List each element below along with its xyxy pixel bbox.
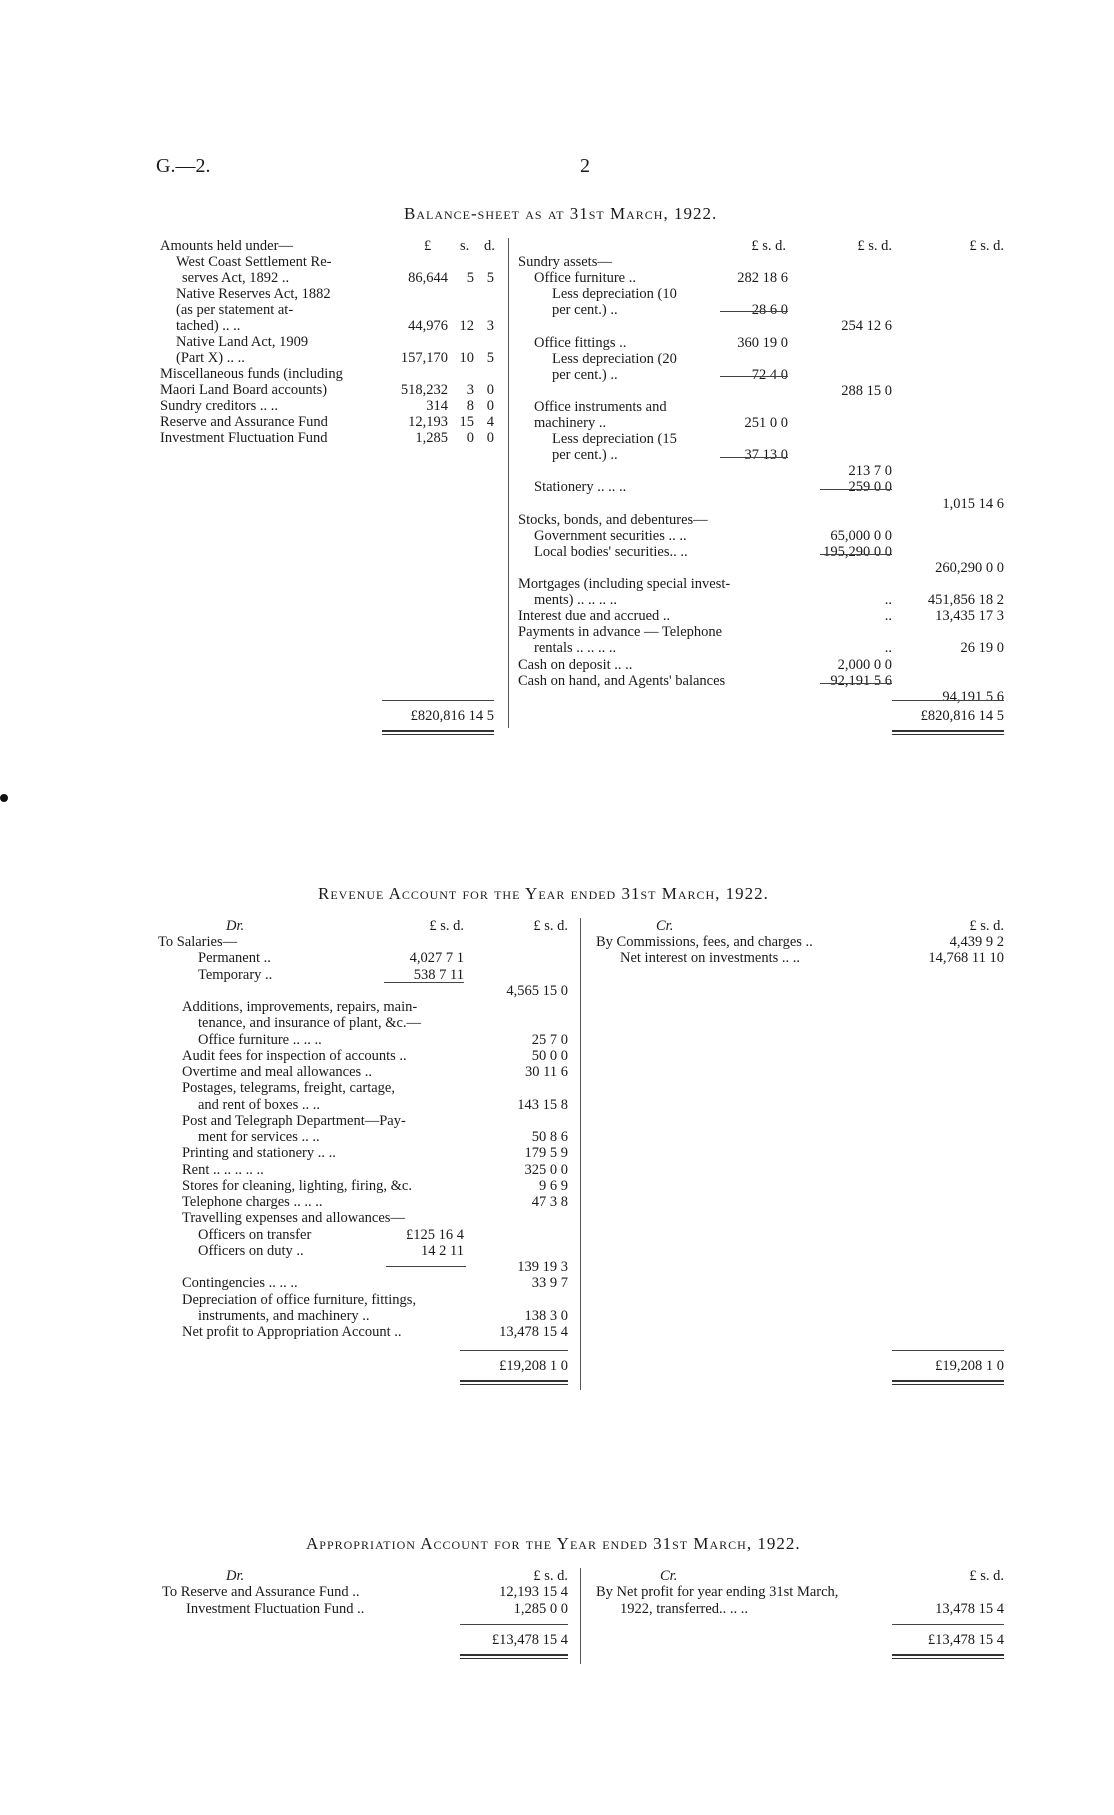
asset-amount-col2: .. [884, 592, 892, 609]
rule [384, 982, 464, 983]
liab-amount-shillings: 15 [459, 414, 474, 430]
liab-amount-pounds: 314 [426, 398, 448, 414]
liab-row-label: Investment Fluctuation Fund [160, 430, 328, 446]
asset-line-label: Less depreciation (15 [552, 431, 677, 448]
rev-dr-line-label: Temporary .. [198, 966, 273, 983]
rev-dr-amount-col2: 179 5 9 [524, 1145, 568, 1162]
column-divider [580, 1568, 581, 1664]
liab-amount-shillings: 12 [459, 318, 474, 334]
asset-line-label: Sundry assets— [518, 254, 612, 270]
rev-dr-amount-col2: 139 19 3 [517, 1259, 568, 1275]
rev-dr-amount-col2: 4,565 15 0 [506, 982, 568, 999]
rule [720, 376, 788, 377]
rev-dr-amount-col1: £125 16 4 [406, 1226, 464, 1243]
revenue-account-title: Revenue Account for the Year ended 31st March, 1922. [318, 884, 769, 903]
rule [820, 554, 892, 555]
asset-amount-col2: 254 12 6 [841, 318, 892, 335]
double-rule [892, 1654, 1004, 1659]
rev-dr-line-label: Stores for cleaning, lighting, firing, &c. [182, 1177, 412, 1194]
rev-dr-line-label: and rent of boxes .. .. [198, 1096, 321, 1113]
rev-dr-amount-col2: 33 9 7 [531, 1275, 568, 1292]
asset-amount-col2: .. [884, 608, 892, 625]
rev-dr-line-label: To Salaries— [158, 934, 238, 950]
rule [820, 683, 892, 684]
liab-row-label: (as per statement at- [176, 302, 294, 318]
rev-dr-col2-head: £ s. d. [533, 918, 568, 934]
app-cr-total: £13,478 15 4 [927, 1632, 1004, 1648]
asset-col3-head: £ s. d. [969, 238, 1004, 254]
liab-row-label: Maori Land Board accounts) [160, 382, 328, 398]
rev-cr-amount: 14,768 11 10 [928, 950, 1004, 967]
dr-label: Dr. [226, 1568, 245, 1584]
asset-amount-col3: 1,015 14 6 [942, 495, 1004, 512]
asset-amount-col3: 260,290 0 0 [935, 559, 1004, 576]
asset-amount-col2: 259 0 0 [848, 479, 892, 496]
rule [820, 489, 892, 490]
asset-line-label: Interest due and accrued .. [518, 608, 671, 625]
liab-amount-pence: 0 [486, 382, 494, 398]
asset-amount-col3: 451,856 18 2 [927, 592, 1004, 609]
liab-amount-pence: 0 [486, 398, 494, 414]
liab-row-label: tached) .. .. [176, 318, 241, 334]
asset-amount-col1: 282 18 6 [737, 270, 788, 287]
asset-amount-col2: 213 7 0 [848, 463, 892, 480]
asset-line-label: per cent.) .. [552, 302, 618, 319]
liab-amount-pounds: 157,170 [400, 350, 448, 366]
app-dr-col-head: £ s. d. [533, 1568, 568, 1584]
rev-dr-line-label: Officers on transfer [198, 1226, 312, 1243]
asset-amount-col1: 360 19 0 [737, 334, 788, 351]
rule [382, 700, 494, 701]
app-cr-amount: 13,478 15 4 [935, 1600, 1004, 1617]
liab-amount-pence: 5 [486, 350, 494, 366]
asset-total: £820,816 14 5 [920, 708, 1004, 724]
rev-dr-line-label: Net profit to Appropriation Account .. [182, 1324, 402, 1340]
page-number: 2 [580, 155, 590, 177]
asset-amount-col1: 28 6 0 [751, 302, 788, 319]
liab-row-label: Miscellaneous funds (including [160, 366, 343, 382]
liab-row-label: Native Reserves Act, 1882 [176, 286, 331, 302]
rev-cr-total: £19,208 1 0 [935, 1358, 1004, 1374]
asset-amount-col1: 72 4 0 [751, 366, 788, 383]
column-divider [508, 238, 509, 728]
asset-col1-head: £ s. d. [751, 238, 786, 254]
rev-dr-line-label: Contingencies .. .. .. [182, 1275, 298, 1292]
liab-amount-pence: 5 [486, 270, 494, 286]
asset-amount-col2: 65,000 0 0 [830, 527, 892, 544]
asset-line-label: Cash on deposit .. .. [518, 656, 633, 673]
rev-dr-amount-col2: 138 3 0 [524, 1307, 568, 1324]
liab-row-label: West Coast Settlement Re- [176, 254, 332, 270]
liab-row-label: (Part X) .. .. [176, 350, 245, 366]
rule [892, 1624, 1004, 1625]
rev-dr-line-label: Post and Telegraph Department—Pay- [182, 1112, 406, 1129]
rev-dr-amount-col2: 143 15 8 [517, 1096, 568, 1113]
double-rule [382, 730, 494, 735]
liab-amount-shillings: 5 [466, 270, 474, 286]
asset-amount-col1: 251 0 0 [744, 415, 788, 431]
asset-amount-col2: 92,191 5 6 [830, 672, 892, 689]
asset-line-label: Office instruments and [534, 398, 667, 415]
rule [892, 1350, 1004, 1351]
rev-dr-line-label: Overtime and meal allowances .. [182, 1064, 373, 1080]
rev-dr-amount-col1: 538 7 11 [413, 966, 464, 983]
rev-dr-line-label: Travelling expenses and allowances— [182, 1210, 405, 1227]
rev-dr-amount-col2: 47 3 8 [531, 1194, 568, 1210]
cr-label: Cr. [656, 918, 674, 934]
asset-line-label: Stationery .. .. .. [534, 479, 627, 496]
liab-amount-pounds: 518,232 [400, 382, 448, 398]
asset-line-label: Stocks, bonds, and debentures— [518, 511, 708, 528]
liab-row-label: serves Act, 1892 .. [182, 270, 290, 286]
liab-col-pound: £ [424, 238, 432, 254]
rev-dr-amount-col2: 50 8 6 [531, 1129, 568, 1145]
rev-dr-line-label: Audit fees for inspection of accounts .. [182, 1047, 407, 1064]
rev-dr-col1-head: £ s. d. [429, 918, 464, 934]
app-dr-line-label: Investment Fluctuation Fund .. [186, 1600, 365, 1617]
asset-line-label: Government securities .. .. [534, 527, 687, 544]
liab-amount-pence: 4 [486, 414, 494, 430]
document-reference: G.—2. [156, 155, 211, 177]
liab-amount-shillings: 8 [466, 398, 474, 414]
liab-row-label: Reserve and Assurance Fund [160, 414, 328, 430]
liab-amount-pounds: 44,976 [408, 318, 448, 334]
app-cr-line-label: By Net profit for year ending 31st March, [596, 1584, 839, 1600]
rev-cr-line-label: By Commissions, fees, and charges .. [596, 934, 813, 950]
rev-dr-line-label: Additions, improvements, repairs, main- [182, 999, 418, 1015]
app-dr-total: £13,478 15 4 [491, 1632, 568, 1648]
asset-line-label: per cent.) .. [552, 447, 618, 464]
rule [460, 1624, 568, 1625]
asset-line-label: Less depreciation (20 [552, 350, 677, 367]
app-dr-amount: 1,285 0 0 [513, 1600, 568, 1617]
rev-cr-col-head: £ s. d. [969, 918, 1004, 934]
asset-line-label: ments) .. .. .. .. [534, 592, 617, 609]
liab-amount-pounds: 12,193 [408, 414, 448, 430]
double-rule [892, 1380, 1004, 1385]
rule [892, 700, 1004, 701]
asset-line-label: Local bodies' securities.. .. [534, 543, 688, 560]
asset-amount-col2: .. [884, 640, 892, 657]
liab-amount-pounds: 86,644 [408, 270, 448, 286]
rev-dr-line-label: ment for services .. .. [198, 1129, 320, 1145]
liab-intro: Amounts held under— [160, 238, 293, 254]
rev-dr-line-label: Depreciation of office furniture, fittings, [182, 1291, 417, 1308]
asset-amount-col3: 26 19 0 [960, 640, 1004, 657]
rev-cr-amount: 4,439 9 2 [949, 934, 1004, 950]
liab-amount-shillings: 10 [459, 350, 474, 366]
liab-row-label: Native Land Act, 1909 [176, 334, 309, 350]
rev-dr-amount-col2: 325 0 0 [524, 1161, 568, 1178]
rev-dr-line-label: Rent .. .. .. .. .. [182, 1161, 264, 1178]
app-cr-col-head: £ s. d. [969, 1568, 1004, 1584]
rev-dr-amount-col1: 14 2 11 [421, 1242, 464, 1259]
asset-line-label: Payments in advance — Telephone [518, 624, 723, 641]
asset-line-label: per cent.) .. [552, 366, 618, 383]
column-divider [580, 918, 581, 1390]
double-rule [460, 1380, 568, 1385]
rev-dr-total: £19,208 1 0 [499, 1358, 568, 1374]
app-dr-line-label: To Reserve and Assurance Fund .. [162, 1584, 360, 1600]
dr-label: Dr. [226, 918, 245, 934]
app-dr-amount: 12,193 15 4 [499, 1584, 568, 1600]
liab-amount-pence: 0 [486, 430, 494, 446]
liab-col-shilling: s. [460, 238, 470, 254]
app-cr-line-label: 1922, transferred.. .. .. [620, 1600, 749, 1617]
asset-amount-col2: 288 15 0 [841, 382, 892, 399]
appropriation-account-title: Appropriation Account for the Year ended 31st March, 1922. [306, 1534, 801, 1553]
balance-sheet-title: Balance-sheet as at 31st March, 1922. [404, 204, 718, 223]
liab-amount-shillings: 3 [466, 382, 474, 398]
asset-amount-col1: 37 13 0 [744, 447, 788, 464]
liab-amount-pounds: 1,285 [415, 430, 448, 446]
liab-col-pence: d. [484, 238, 495, 254]
asset-amount-col2: 195,290 0 0 [823, 543, 892, 560]
liab-total: £820,816 14 5 [410, 708, 494, 724]
asset-line-label: Office fittings .. [534, 334, 627, 351]
rev-dr-amount-col2: 30 11 6 [525, 1064, 568, 1080]
asset-line-label: Mortgages (including special invest- [518, 576, 731, 592]
rule [386, 1266, 466, 1267]
rev-cr-line-label: Net interest on investments .. .. [620, 950, 801, 967]
liab-row-label: Sundry creditors .. .. [160, 398, 278, 414]
rev-dr-amount-col2: 50 0 0 [531, 1047, 568, 1064]
asset-line-label: machinery .. [534, 415, 607, 431]
punch-mark [0, 794, 8, 802]
asset-col2-head: £ s. d. [857, 238, 892, 254]
rev-dr-amount-col2: 13,478 15 4 [499, 1324, 568, 1340]
double-rule [460, 1654, 568, 1659]
liab-amount-shillings: 0 [466, 430, 474, 446]
rev-dr-line-label: Telephone charges .. .. .. [182, 1194, 323, 1210]
rev-dr-line-label: Postages, telegrams, freight, cartage, [182, 1080, 395, 1097]
rev-dr-line-label: Printing and stationery .. .. [182, 1145, 336, 1162]
liab-amount-pence: 3 [486, 318, 494, 334]
asset-line-label: Cash on hand, and Agents' balances [518, 672, 726, 689]
rev-dr-line-label: Officers on duty .. [198, 1242, 304, 1259]
asset-line-label: Office furniture .. [534, 270, 636, 287]
rev-dr-line-label: instruments, and machinery .. [198, 1307, 370, 1324]
asset-amount-col2: 2,000 0 0 [837, 656, 892, 673]
cr-label: Cr. [660, 1568, 678, 1584]
rule [460, 1350, 568, 1351]
rev-dr-line-label: Office furniture .. .. .. [198, 1031, 322, 1048]
asset-amount-col3: 13,435 17 3 [935, 608, 1004, 625]
asset-line-label: Less depreciation (10 [552, 286, 677, 303]
rev-dr-line-label: Permanent .. [198, 950, 271, 967]
rev-dr-amount-col2: 25 7 0 [531, 1031, 568, 1048]
rule [720, 457, 788, 458]
rev-dr-line-label: tenance, and insurance of plant, &c.— [198, 1015, 422, 1032]
rev-dr-amount-col1: 4,027 7 1 [409, 950, 464, 967]
double-rule [892, 730, 1004, 735]
asset-amount-col3: 94,191 5 6 [942, 688, 1004, 705]
rule [720, 311, 788, 312]
asset-line-label: rentals .. .. .. .. [534, 640, 617, 657]
rev-dr-amount-col2: 9 6 9 [539, 1177, 568, 1194]
